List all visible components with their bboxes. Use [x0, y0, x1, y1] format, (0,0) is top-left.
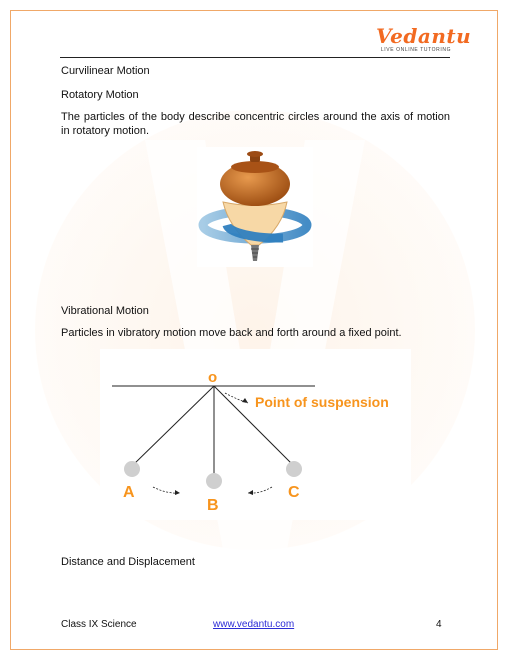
heading-vibrational-motion: Vibrational Motion: [61, 305, 149, 317]
string-a: [132, 386, 214, 466]
header-divider: [60, 57, 450, 58]
footer-page-number: 4: [436, 619, 442, 630]
bob-b: [206, 473, 222, 489]
label-point-of-suspension: Point of suspension: [255, 394, 389, 410]
label-bob-b: B: [207, 497, 219, 514]
heading-distance-and-displacement: Distance and Displacement: [61, 556, 195, 568]
footer-class-label: Class IX Science: [61, 619, 137, 630]
heading-rotatory-motion: Rotatory Motion: [61, 89, 139, 101]
label-bob-c: C: [288, 484, 300, 501]
vedantu-logo[interactable]: [376, 24, 472, 56]
pendulum-figure: [100, 349, 411, 520]
bob-c: [286, 461, 302, 477]
paragraph-vibrational-motion: Particles in vibratory motion move back and forth around a fixed point.: [61, 327, 402, 339]
heading-curvilinear-motion: Curvilinear Motion: [61, 65, 150, 77]
logo-tagline: LIVE ONLINE TUTORING: [380, 47, 452, 53]
bob-a: [124, 461, 140, 477]
spinning-top-image: [197, 147, 313, 267]
label-bob-a: A: [123, 484, 135, 501]
label-origin: o: [208, 369, 218, 386]
footer-website-link[interactable]: www.vedantu.com: [213, 619, 295, 630]
logo-wordmark: Vedantu: [376, 24, 472, 48]
paragraph-rotatory-motion: The particles of the body describe concentric circles around the axis of motion in rotatory motion.: [61, 111, 450, 137]
